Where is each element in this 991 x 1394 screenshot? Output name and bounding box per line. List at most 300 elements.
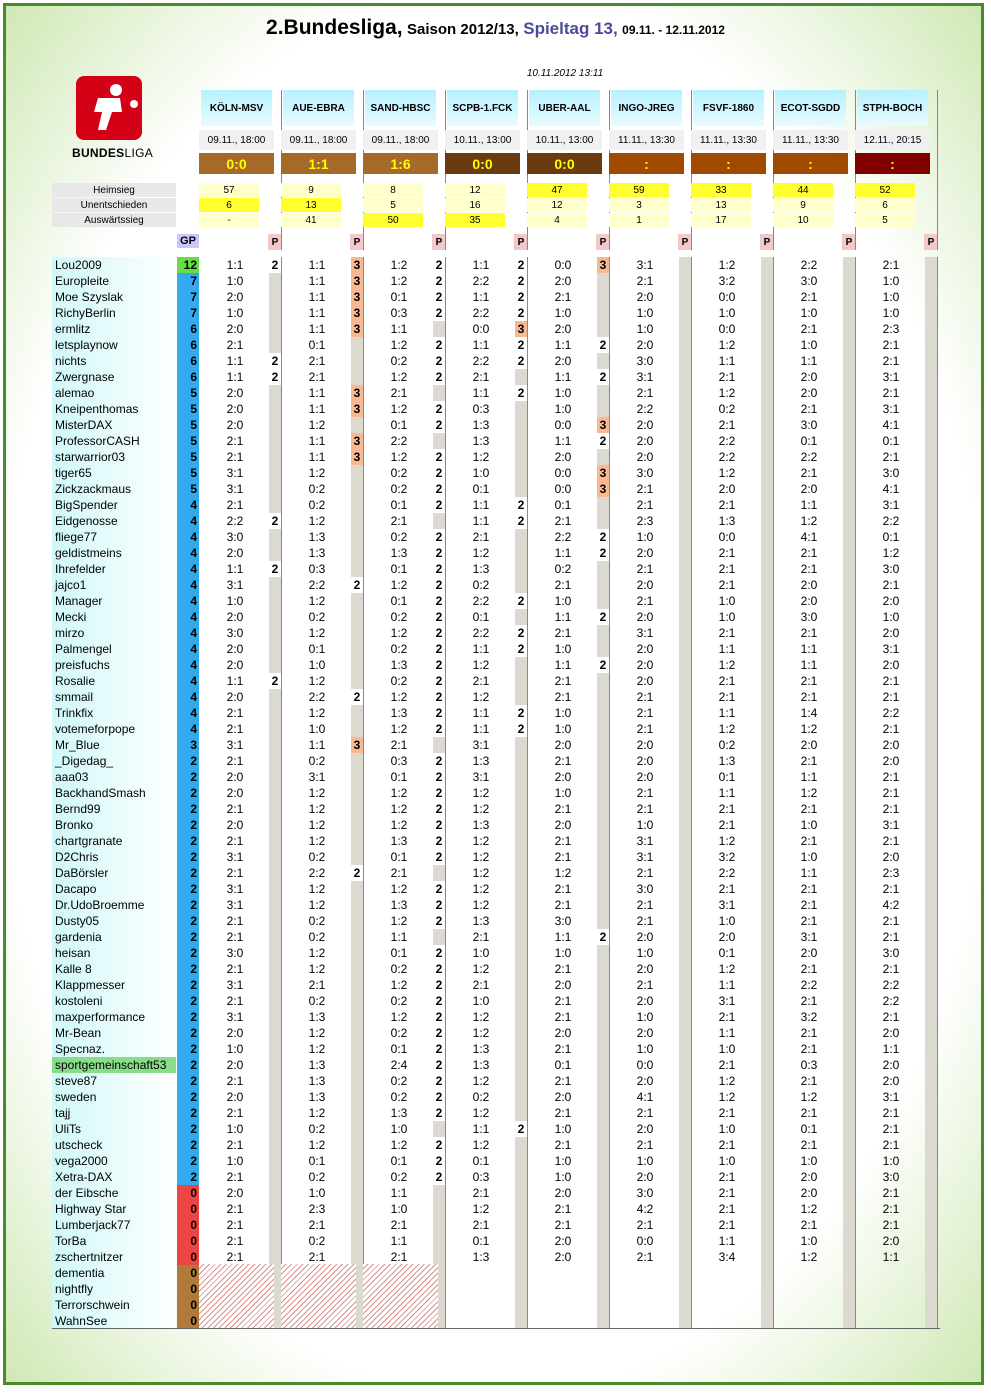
tip-points: 2 (269, 561, 281, 577)
player-points: 4 (177, 513, 199, 529)
tip-points (515, 1281, 527, 1297)
tip-points (515, 1249, 527, 1265)
table-row (0, 657, 991, 673)
player-points: 5 (177, 433, 199, 449)
tip-points (843, 1169, 855, 1185)
tip-value: 3:1 (636, 370, 654, 384)
tip-value: 3:1 (226, 578, 244, 592)
tip-value: 2:1 (882, 802, 900, 816)
tip-points (843, 465, 855, 481)
tip-value: 2:1 (226, 434, 244, 448)
tip-value: 2:1 (882, 1186, 900, 1200)
tip-value: 2:1 (800, 962, 818, 976)
table-row (0, 785, 991, 801)
tip-value: 2:1 (554, 1074, 572, 1088)
tip-points (351, 625, 363, 641)
tip-value: 2:2 (308, 690, 326, 704)
tip-value: 2:1 (226, 866, 244, 880)
tip-value: 1:1 (472, 498, 490, 512)
tip-points (597, 497, 609, 513)
tip-points (925, 497, 937, 513)
tip-points (515, 1137, 527, 1153)
tip-points (843, 433, 855, 449)
tip-points (761, 1233, 773, 1249)
player-name: nichts (52, 353, 176, 369)
tip-points (597, 721, 609, 737)
tip-value: 2:2 (718, 450, 736, 464)
tip-points (843, 1057, 855, 1073)
tip-points (679, 1025, 691, 1041)
player-points: 5 (177, 401, 199, 417)
tip-points (269, 849, 281, 865)
tip-points (351, 545, 363, 561)
stat-away: 35 (445, 213, 505, 227)
player-name: jajco1 (52, 577, 176, 593)
tip-points (269, 753, 281, 769)
tip-points (597, 513, 609, 529)
tip-points (515, 433, 527, 449)
tip-points (597, 785, 609, 801)
tip-points (761, 785, 773, 801)
tip-points: 2 (433, 913, 445, 929)
tip-points (761, 641, 773, 657)
tip-points: 2 (433, 849, 445, 865)
tip-value: 3:4 (718, 1250, 736, 1264)
player-points: 0 (177, 1185, 199, 1201)
tip-points (679, 833, 691, 849)
tip-value: 2:1 (800, 1042, 818, 1056)
tip-points (761, 961, 773, 977)
tip-value: 0:0 (636, 1058, 654, 1072)
tip-points (515, 785, 527, 801)
tip-value: 1:3 (308, 546, 326, 560)
tip-value: 2:1 (718, 1106, 736, 1120)
tip-points (597, 737, 609, 753)
tip-value: 3:0 (636, 882, 654, 896)
tip-points (925, 1233, 937, 1249)
tip-value: 2:1 (882, 1122, 900, 1136)
tip-points (843, 513, 855, 529)
tip-value: 2:2 (882, 994, 900, 1008)
tip-value: 1:1 (472, 722, 490, 736)
tip-value: 1:2 (390, 402, 408, 416)
tip-value (697, 1297, 757, 1313)
player-name: sportgemeinschaft53 (52, 1057, 176, 1073)
tip-points (597, 977, 609, 993)
player-name: maxperformance (52, 1009, 176, 1025)
tip-value: 1:1 (308, 434, 326, 448)
tip-points (679, 609, 691, 625)
player-points: 5 (177, 417, 199, 433)
tip-points: 2 (433, 353, 445, 369)
tip-points (679, 1153, 691, 1169)
tip-points (679, 737, 691, 753)
tip-points (843, 1201, 855, 1217)
tip-points: 3 (351, 257, 363, 273)
tip-value: 2:1 (882, 786, 900, 800)
tip-points (761, 657, 773, 673)
tip-points (597, 625, 609, 641)
tip-points (925, 897, 937, 913)
tip-value: 1:2 (472, 866, 490, 880)
tip-points (351, 753, 363, 769)
tip-value: 0:3 (472, 402, 490, 416)
player-name: BackhandSmash (52, 785, 176, 801)
tip-value: 0:1 (472, 482, 490, 496)
player-points: 4 (177, 705, 199, 721)
tip-value: 2:1 (800, 546, 818, 560)
tip-points (269, 433, 281, 449)
tip-points (597, 1185, 609, 1201)
tip-value (205, 1281, 265, 1297)
tip-value: 1:3 (472, 914, 490, 928)
tip-points (925, 785, 937, 801)
tip-points (843, 289, 855, 305)
tip-value: 1:0 (800, 1234, 818, 1248)
tip-value: 2:2 (718, 434, 736, 448)
tip-points (679, 817, 691, 833)
tip-points (597, 673, 609, 689)
tip-points (269, 993, 281, 1009)
tip-value: 0:3 (800, 1058, 818, 1072)
tip-value: 2:2 (718, 866, 736, 880)
tip-points (351, 1313, 363, 1329)
tip-value: 1:2 (308, 674, 326, 688)
tip-value: 2:1 (882, 338, 900, 352)
tip-value: 2:1 (800, 898, 818, 912)
tip-value: 0:1 (308, 338, 326, 352)
tip-points (761, 673, 773, 689)
tip-points (269, 305, 281, 321)
tip-value: 0:0 (472, 322, 490, 336)
tip-points (269, 641, 281, 657)
match-kickoff: 11.11., 13:30 (691, 130, 766, 150)
player-points: 5 (177, 449, 199, 465)
tip-points (761, 561, 773, 577)
tip-points: 2 (433, 561, 445, 577)
tip-value (369, 1313, 429, 1329)
tip-points (597, 769, 609, 785)
tip-value: 1:2 (308, 786, 326, 800)
tip-value: 0:1 (800, 1122, 818, 1136)
tip-value: 1:1 (308, 402, 326, 416)
tip-points (515, 1217, 527, 1233)
tip-value: 2:2 (390, 434, 408, 448)
tip-value: 2:1 (226, 1170, 244, 1184)
tip-points: 2 (433, 465, 445, 481)
tip-points (515, 1041, 527, 1057)
tip-value: 1:2 (308, 1106, 326, 1120)
tip-value: 2:0 (636, 290, 654, 304)
table-row (0, 1041, 991, 1057)
tip-value (697, 1281, 757, 1297)
tip-points (597, 1249, 609, 1265)
tip-value: 1:1 (472, 642, 490, 656)
tip-value: 1:2 (882, 546, 900, 560)
tip-points (597, 641, 609, 657)
match-result: : (609, 153, 684, 174)
stat-home: 59 (609, 183, 669, 197)
stat-home: 12 (445, 183, 505, 197)
tip-value: 1:1 (718, 1234, 736, 1248)
tip-value: 0:2 (390, 530, 408, 544)
tip-points (351, 785, 363, 801)
player-name: DaBörsler (52, 865, 176, 881)
tip-value: 1:0 (390, 1202, 408, 1216)
tip-points (351, 977, 363, 993)
tip-points (925, 705, 937, 721)
tip-value: 4:1 (882, 418, 900, 432)
player-name: ermlitz (52, 321, 176, 337)
tip-value: 1:0 (554, 386, 572, 400)
tip-value: 2:3 (308, 1202, 326, 1216)
tip-points (761, 401, 773, 417)
tip-value: 4:1 (882, 482, 900, 496)
tip-points: 2 (269, 513, 281, 529)
tip-value: 3:0 (554, 914, 572, 928)
tip-points (351, 417, 363, 433)
stat-home: 52 (855, 183, 915, 197)
player-points: 0 (177, 1281, 199, 1297)
tip-points (597, 1313, 609, 1329)
tip-value: 2:1 (882, 962, 900, 976)
tip-points (925, 337, 937, 353)
tip-value: 1:1 (718, 786, 736, 800)
player-name: _Digedag_ (52, 753, 176, 769)
tip-value (205, 1297, 265, 1313)
tip-value: 1:3 (718, 514, 736, 528)
tip-points (925, 961, 937, 977)
tip-points (843, 1025, 855, 1041)
tip-value: 1:2 (718, 722, 736, 736)
tip-points (843, 833, 855, 849)
tip-points (597, 401, 609, 417)
player-name: TorBa (52, 1233, 176, 1249)
tip-value: 1:2 (390, 978, 408, 992)
tip-value: 3:0 (226, 946, 244, 960)
match-teams: FSVF-1860 (693, 90, 764, 126)
tip-points (515, 545, 527, 561)
tip-value: 1:2 (308, 1026, 326, 1040)
tip-value: 1:2 (718, 1074, 736, 1088)
tip-points (597, 1041, 609, 1057)
label-away-win: Auswärtssieg (52, 213, 176, 227)
player-name: Eidgenosse (52, 513, 176, 529)
points-header: P (842, 234, 856, 250)
player-name: geldistmeins (52, 545, 176, 561)
player-points: 2 (177, 801, 199, 817)
tip-points (761, 1041, 773, 1057)
tip-value: 1:2 (308, 962, 326, 976)
player-name: Mr_Blue (52, 737, 176, 753)
tip-value: 2:2 (226, 514, 244, 528)
tip-value: 2:0 (636, 738, 654, 752)
tip-points (597, 449, 609, 465)
tip-value (451, 1265, 511, 1281)
tip-points (269, 401, 281, 417)
tip-points: 2 (515, 337, 527, 353)
player-name: gardenia (52, 929, 176, 945)
tip-points (761, 1217, 773, 1233)
tip-points (761, 273, 773, 289)
table-row (0, 705, 991, 721)
tip-points (679, 529, 691, 545)
table-row (0, 1233, 991, 1249)
tip-value: 0:2 (718, 402, 736, 416)
tip-value: 3:0 (226, 626, 244, 640)
tip-points (597, 561, 609, 577)
tip-value: 2:1 (718, 674, 736, 688)
tip-points (679, 1009, 691, 1025)
tip-value: 1:2 (718, 386, 736, 400)
tip-value: 2:0 (226, 642, 244, 656)
tip-value: 2:1 (718, 370, 736, 384)
tip-points (433, 1185, 445, 1201)
tip-points (925, 1121, 937, 1137)
bundesliga-logo (72, 76, 172, 164)
tip-value: 2:1 (636, 498, 654, 512)
tip-points (679, 1281, 691, 1297)
table-row (0, 833, 991, 849)
tip-value: 2:1 (308, 978, 326, 992)
tip-value: 2:1 (718, 1138, 736, 1152)
tip-points: 2 (515, 721, 527, 737)
tip-value: 2:0 (226, 1090, 244, 1104)
tip-points: 2 (433, 961, 445, 977)
tip-points (761, 417, 773, 433)
tip-points (351, 1185, 363, 1201)
tip-value: 1:2 (390, 1010, 408, 1024)
tip-points (351, 1121, 363, 1137)
tip-points (925, 849, 937, 865)
tip-value: 2:1 (554, 850, 572, 864)
tip-points (679, 465, 691, 481)
tip-points (925, 417, 937, 433)
tip-points (925, 1281, 937, 1297)
tip-points (269, 289, 281, 305)
tip-points (515, 481, 527, 497)
tip-points (843, 929, 855, 945)
player-name: utscheck (52, 1137, 176, 1153)
tip-value: 1:2 (308, 1138, 326, 1152)
player-name: Lou2009 (52, 257, 176, 273)
tip-points (843, 1137, 855, 1153)
tip-value: 2:1 (718, 498, 736, 512)
tip-points (679, 1233, 691, 1249)
tip-points (925, 465, 937, 481)
tip-points (597, 945, 609, 961)
player-name: zschertnitzer (52, 1249, 176, 1265)
tip-value: 1:0 (718, 594, 736, 608)
tip-value: 0:0 (718, 322, 736, 336)
tip-value: 2:1 (226, 498, 244, 512)
tip-value: 2:4 (390, 1058, 408, 1072)
stat-draw: 6 (199, 198, 259, 212)
tip-value: 2:1 (226, 994, 244, 1008)
tip-points (679, 641, 691, 657)
tip-value: 1:0 (636, 1042, 654, 1056)
tip-points (843, 641, 855, 657)
player-points: 2 (177, 977, 199, 993)
tip-points (515, 913, 527, 929)
player-points: 4 (177, 561, 199, 577)
tip-value: 1:2 (390, 578, 408, 592)
tip-points (761, 1265, 773, 1281)
tip-value (615, 1313, 675, 1329)
table-row (0, 609, 991, 625)
tip-points: 2 (433, 721, 445, 737)
tip-points: 2 (515, 641, 527, 657)
tip-points (843, 769, 855, 785)
tip-points: 2 (433, 289, 445, 305)
table-row (0, 625, 991, 641)
tip-points (433, 1313, 445, 1329)
tip-value: 1:2 (718, 658, 736, 672)
tip-points (761, 705, 773, 721)
tip-points (925, 353, 937, 369)
tip-value: 2:0 (882, 850, 900, 864)
tip-points (351, 769, 363, 785)
tip-value: 2:1 (636, 1218, 654, 1232)
player-name: fliege77 (52, 529, 176, 545)
tip-value: 1:2 (390, 1138, 408, 1152)
tip-points (351, 561, 363, 577)
tip-points (925, 529, 937, 545)
tip-value: 1:1 (800, 642, 818, 656)
tip-points (843, 1313, 855, 1329)
tip-points (843, 337, 855, 353)
match-teams: SCPB-1.FCK (447, 90, 518, 126)
tip-value: 0:2 (390, 962, 408, 976)
tip-points (843, 449, 855, 465)
tip-value (287, 1265, 347, 1281)
tip-points (925, 273, 937, 289)
tip-value: 0:2 (390, 642, 408, 656)
tip-value: 2:1 (390, 1250, 408, 1264)
tip-value: 2:2 (308, 578, 326, 592)
player-points: 4 (177, 657, 199, 673)
player-points: 4 (177, 593, 199, 609)
tip-points (679, 673, 691, 689)
tip-value: 0:1 (390, 770, 408, 784)
tip-points (925, 1041, 937, 1057)
tip-points (351, 1297, 363, 1313)
player-name: Moe Szyslak (52, 289, 176, 305)
match-kickoff: 11.11., 13:30 (609, 130, 684, 150)
tip-points (679, 321, 691, 337)
tip-points (269, 593, 281, 609)
table-row (0, 1009, 991, 1025)
tip-value: 1:2 (472, 658, 490, 672)
tip-points (925, 721, 937, 737)
tip-value: 2:1 (718, 1186, 736, 1200)
tip-points: 2 (433, 529, 445, 545)
tip-value: 1:0 (718, 306, 736, 320)
tip-points: 2 (597, 337, 609, 353)
tip-points (269, 529, 281, 545)
tip-points (351, 481, 363, 497)
tip-value: 1:0 (472, 466, 490, 480)
tip-points (761, 1313, 773, 1329)
tip-points (679, 1169, 691, 1185)
table-row (0, 1249, 991, 1265)
table-row (0, 529, 991, 545)
tip-value: 2:1 (308, 1250, 326, 1264)
tip-points (351, 993, 363, 1009)
tip-value: 0:3 (390, 754, 408, 768)
tip-value: 0:0 (718, 530, 736, 544)
tip-points (433, 1233, 445, 1249)
